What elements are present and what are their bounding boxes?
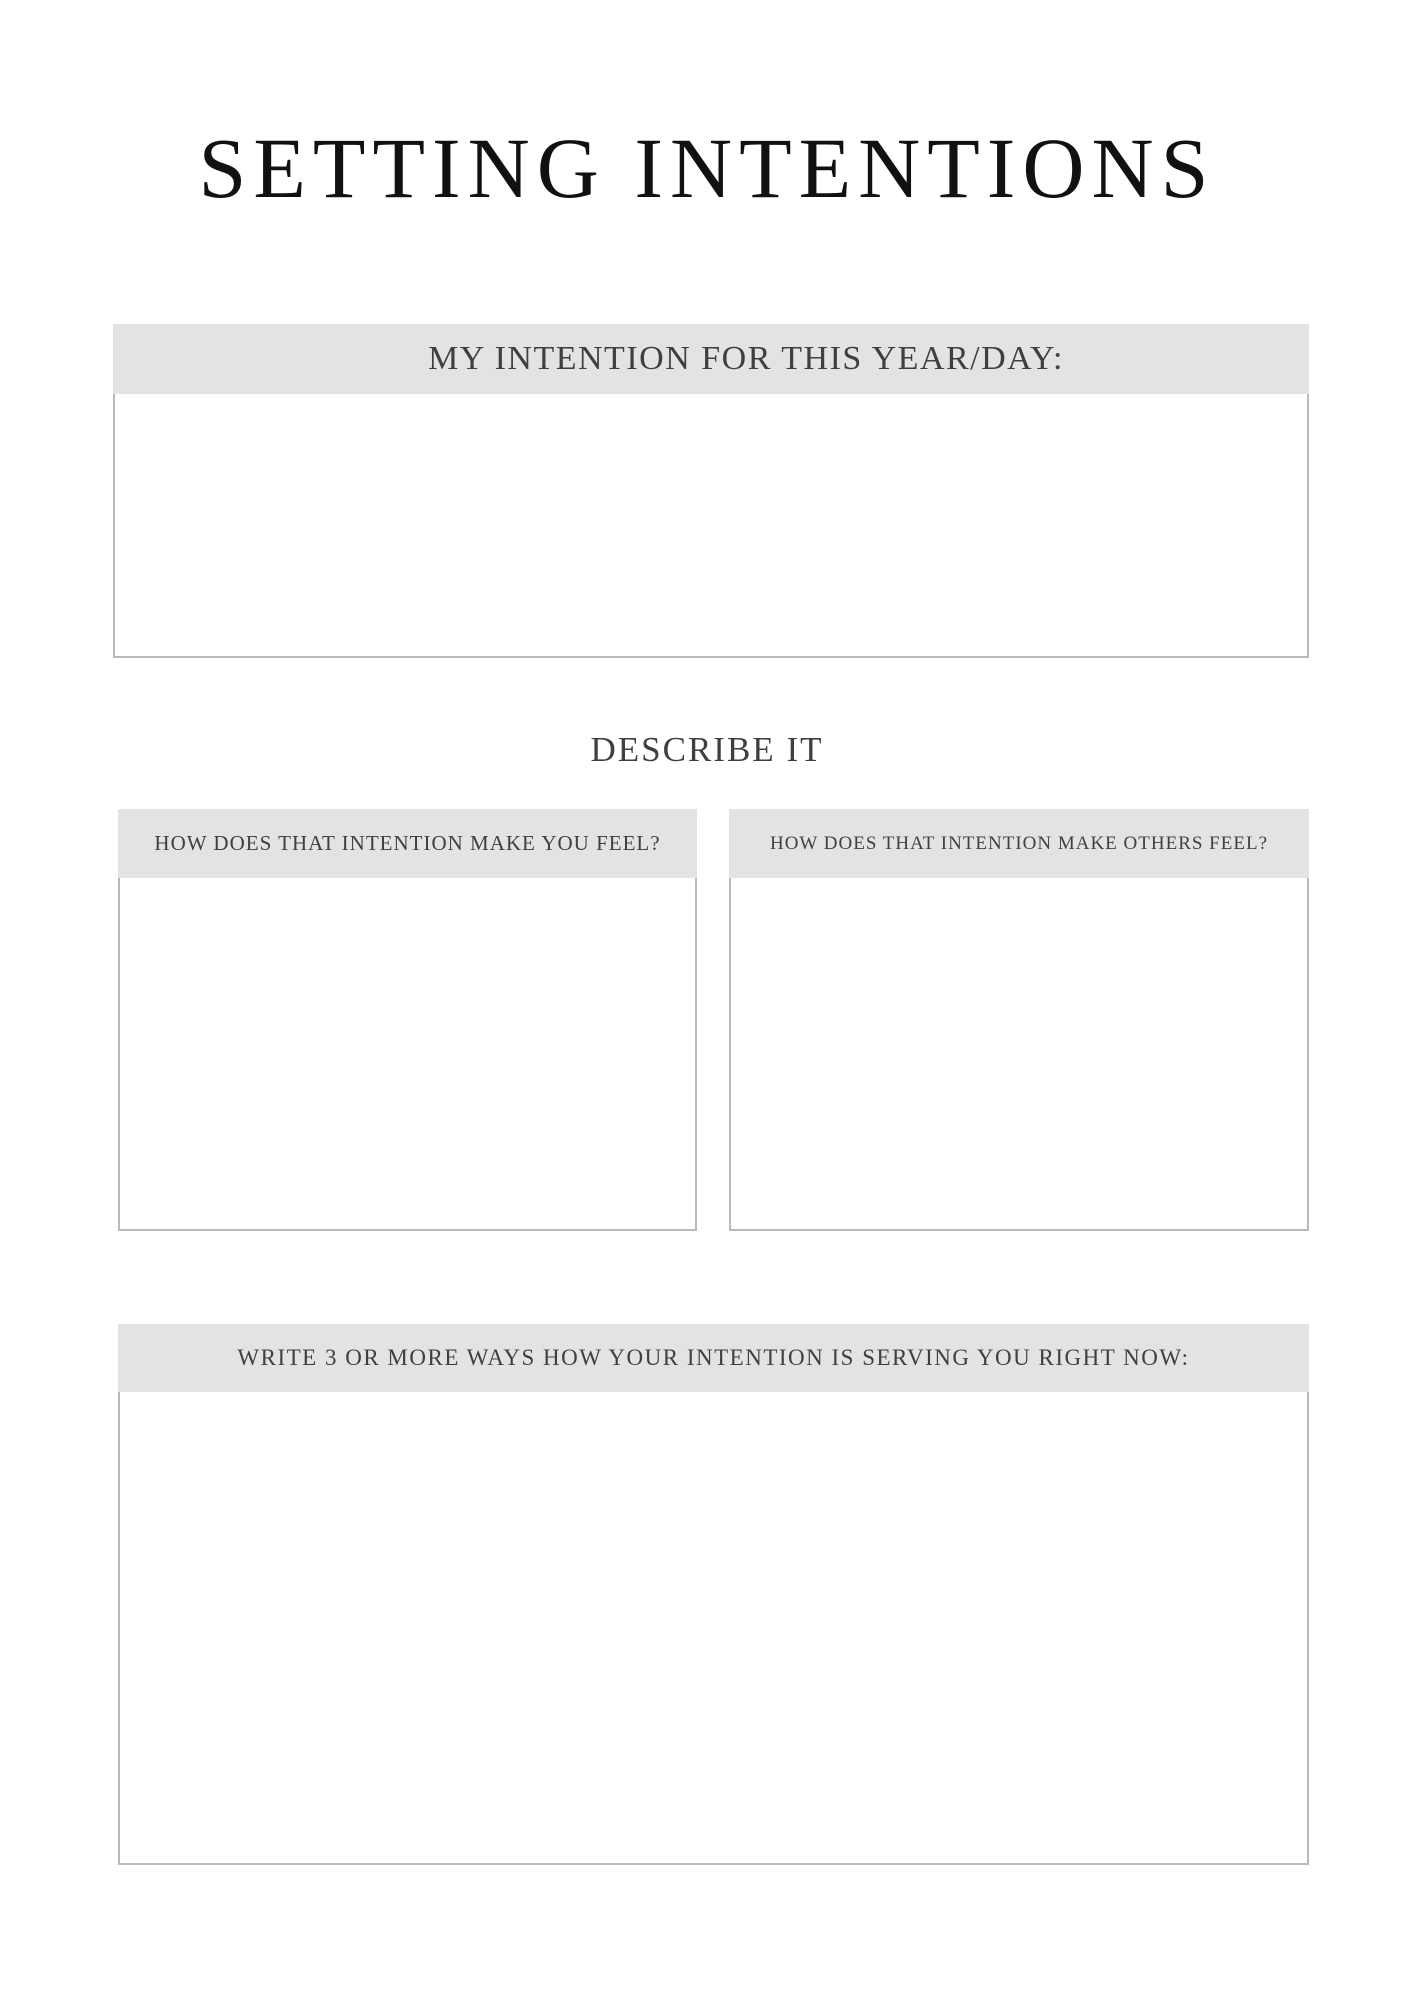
serving-writing-area[interactable] bbox=[120, 1392, 1307, 1863]
serving-box bbox=[118, 1324, 1309, 1865]
others-box bbox=[729, 809, 1309, 1231]
intention-box-header: MY INTENTION FOR THIS YEAR/DAY: bbox=[113, 324, 1309, 394]
describe-heading: DESCRIBE IT bbox=[590, 730, 824, 769]
feel-box bbox=[118, 809, 697, 1231]
feel-writing-area[interactable] bbox=[120, 878, 695, 1229]
others-writing-area[interactable] bbox=[731, 878, 1307, 1229]
others-box-header: HOW DOES THAT INTENTION MAKE OTHERS FEEL? bbox=[729, 809, 1309, 878]
intention-writing-area[interactable] bbox=[115, 394, 1307, 656]
intention-box bbox=[113, 324, 1309, 658]
page-title: SETTING INTENTIONS bbox=[198, 120, 1216, 216]
feel-box-header: HOW DOES THAT INTENTION MAKE YOU FEEL? bbox=[118, 809, 697, 878]
serving-box-header: WRITE 3 OR MORE WAYS HOW YOUR INTENTION IS SERVING YOU RIGHT NOW: bbox=[118, 1324, 1309, 1392]
